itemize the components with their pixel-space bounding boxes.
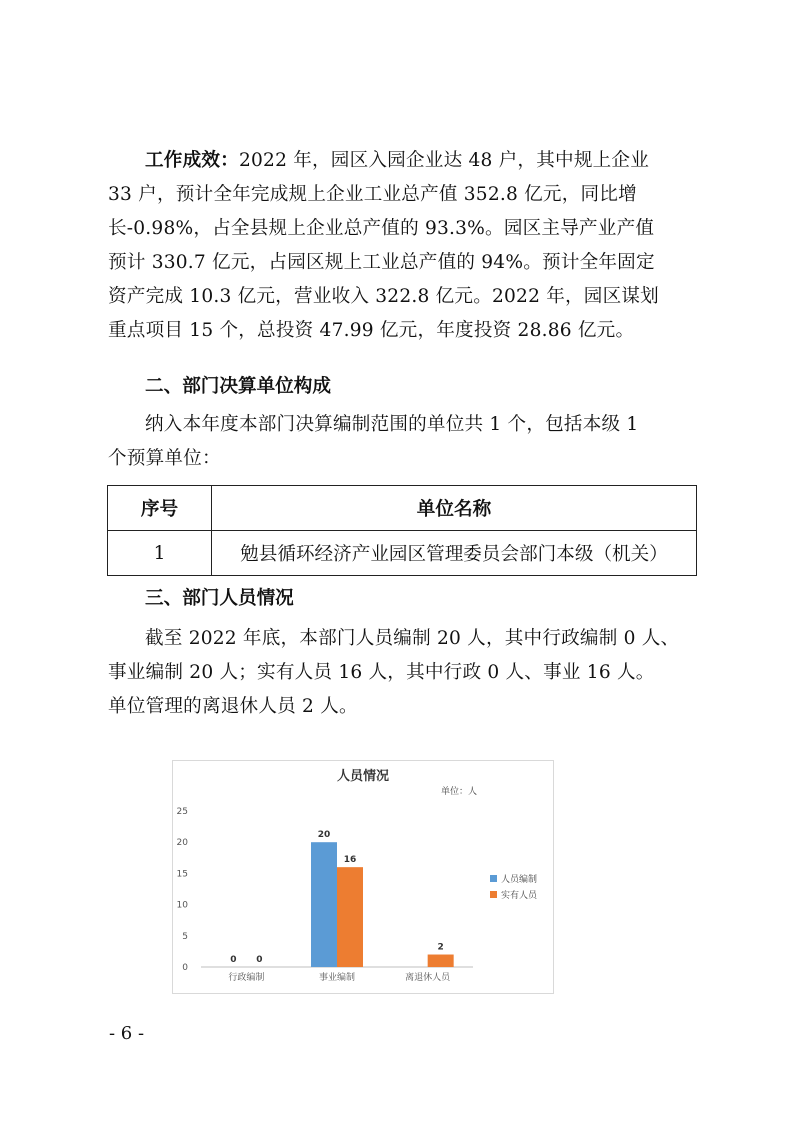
staff-chart: [172, 760, 554, 994]
y-tick-label: 10: [176, 900, 188, 911]
x-tick-label: 事业编制: [318, 973, 356, 983]
paragraph-line: 单位管理的离退休人员 2 人。: [108, 696, 358, 717]
work-results-label: 工作成效：: [145, 150, 239, 171]
paragraph-line: [108, 144, 696, 178]
paragraph-line: 长-0.98%，占全县规上企业总产值的 93.3%。园区主导产业产值: [108, 218, 655, 239]
data-label: 2: [437, 942, 444, 953]
y-tick-label: 5: [182, 931, 188, 942]
legend-label: 人员编制: [501, 875, 538, 885]
section-heading-staff: 三、部门人员情况: [145, 588, 294, 609]
units-table: [107, 485, 697, 576]
legend-swatch: [490, 891, 497, 898]
staff-paragraph: [108, 622, 696, 724]
bar-staffing-quota: [311, 842, 337, 967]
x-tick-label: 离退休人员: [405, 973, 451, 983]
table-cell-unit-name: 勉县循环经济产业园区管理委员会部门本级（机关）: [212, 531, 697, 576]
paragraph-text: 2022 年，园区入园企业达 48 户，其中规上企业: [238, 150, 649, 171]
table-cell-index: 1: [108, 531, 212, 576]
y-tick-label: 25: [176, 807, 188, 817]
paragraph-line: 事业编制 20 人；实有人员 16 人，其中行政 0 人、事业 16 人。: [108, 662, 655, 683]
legend-swatch: [490, 875, 497, 882]
y-tick-label: 0: [182, 963, 188, 973]
y-tick-label: 20: [176, 838, 188, 849]
data-label: 20: [317, 830, 331, 841]
paragraph-line: 截至 2022 年底，本部门人员编制 20 人，其中行政编制 0 人、: [145, 628, 680, 649]
bar-actual-staff: [337, 867, 363, 967]
legend-label: 实有人员: [501, 891, 538, 901]
chart-unit-note: 单位：人: [440, 787, 477, 797]
table-header-unit-name: 单位名称: [212, 486, 697, 531]
chart-title: 人员情况: [336, 769, 390, 784]
paragraph-line: 纳入本年度本部门决算编制范围的单位共 1 个，包括本级 1: [145, 414, 639, 435]
y-tick-label: 15: [176, 869, 188, 880]
paragraph-line: 33 户，预计全年完成规上企业工业总产值 352.8 亿元，同比增: [108, 184, 637, 205]
staff-chart-svg: [173, 761, 553, 993]
section-heading-units: 二、部门决算单位构成: [145, 376, 331, 397]
bar-actual-staff: [428, 955, 454, 967]
x-tick-label: 行政编制: [228, 973, 265, 983]
paragraph-line: 重点项目 15 个，总投资 47.99 亿元，年度投资 28.86 亿元。: [108, 320, 635, 341]
table-row: [108, 531, 697, 576]
table-header-row: [108, 486, 697, 531]
work-results-paragraph: [108, 144, 696, 348]
paragraph-line: 个预算单位：: [108, 448, 221, 469]
data-label: 0: [230, 955, 237, 965]
data-label: 16: [343, 855, 357, 866]
table-header-index: 序号: [108, 486, 212, 531]
page-number: - 6 -: [109, 1023, 145, 1044]
paragraph-line: 预计 330.7 亿元，占园区规上工业总产值的 94%。预计全年固定: [108, 252, 655, 273]
data-label: 0: [256, 955, 263, 965]
units-paragraph: [108, 408, 696, 476]
paragraph-line: 资产完成 10.3 亿元，营业收入 322.8 亿元。2022 年，园区谋划: [108, 286, 659, 307]
